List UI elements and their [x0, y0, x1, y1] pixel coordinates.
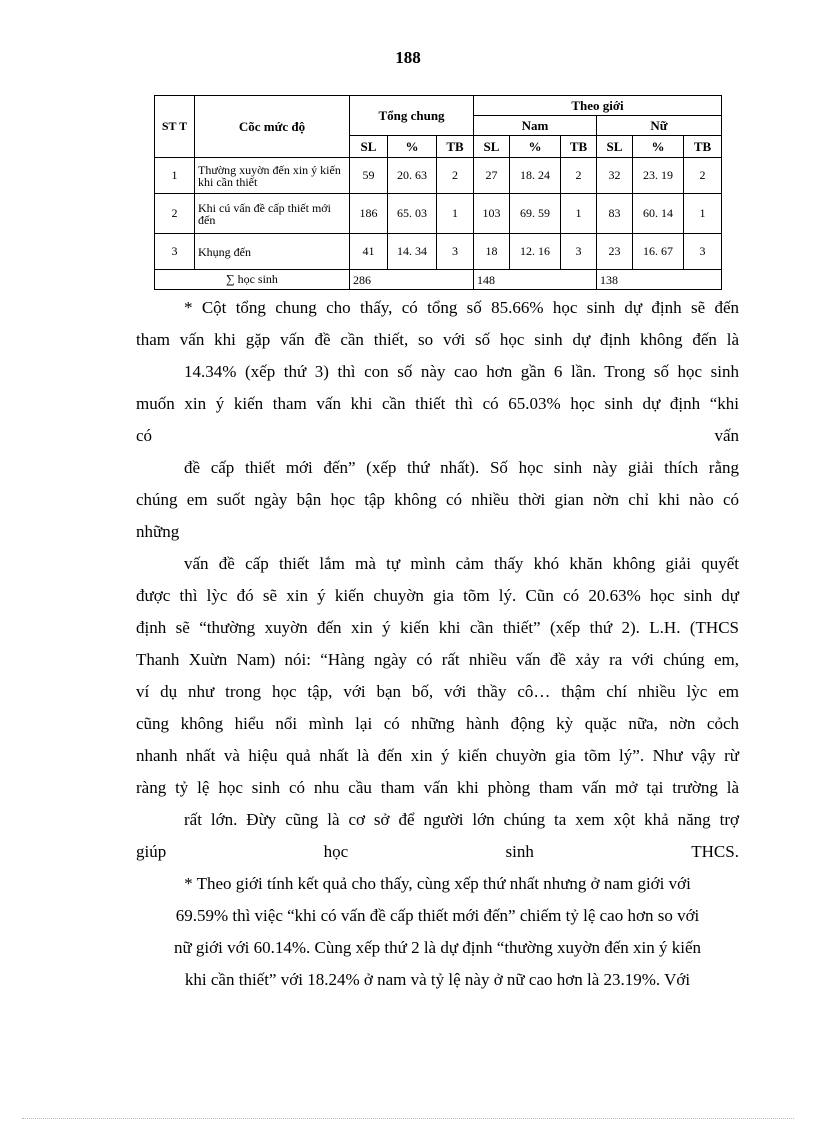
cell-total-pct: 14. 34	[388, 234, 437, 270]
text-line: muốn xin ý kiến tham vấn khi cần thiết thì có 65.03% học sinh dự định “khi	[136, 394, 739, 413]
text-line: rất lớn. Đừy cũng là cơ sở để người lớn chúng ta xem xột khả năng trợ	[184, 810, 739, 829]
cell-level: Thường xuyờn đến xin ý kiến khi cần thiết	[195, 158, 350, 194]
text-line	[136, 420, 739, 452]
text-line: 14.34% (xếp thứ 3) thì con số này cao hơn gần 6 lần. Trong số học sinh	[184, 362, 739, 381]
text-line: ràng tỷ lệ học sinh có nhu cầu tham vấn khi phòng tham vấn mở tại trường là	[136, 778, 739, 797]
table-row	[155, 194, 722, 234]
sub-sl: SL	[350, 136, 388, 158]
text-line: nhanh nhất và hiệu quả nhất là đến xin ý kiến chuyờn gia tõm lý”. Như vậy rừ	[136, 746, 739, 765]
cell-stt: 3	[155, 234, 195, 270]
cell-stt: 2	[155, 194, 195, 234]
cell-male-pct: 69. 59	[510, 194, 561, 234]
sub-pct: %	[633, 136, 684, 158]
cell-female-pct: 16. 67	[633, 234, 684, 270]
text-line: Thanh Xuừn Nam) nói: “Hàng ngày có rất nhiều vấn đề xảy ra với chúng em,	[136, 650, 739, 669]
cell-male-tb: 1	[561, 194, 597, 234]
cell-male-sl: 103	[474, 194, 510, 234]
table-row	[155, 234, 722, 270]
text-line: chúng em suốt ngày bận học tập không có nhiều thời gian nờn chỉ khi nào có	[136, 490, 739, 509]
cell-stt: 1	[155, 158, 195, 194]
total-male: 148	[474, 270, 597, 290]
word: có	[136, 426, 153, 445]
cell-male-tb: 3	[561, 234, 597, 270]
cell-total-tb: 1	[437, 194, 474, 234]
text-line: khi cần thiết” với 18.24% ở nam và tỷ lệ này ở nữ cao hơn là 23.19%. Với	[184, 970, 691, 989]
total-label: ∑ học sinh	[155, 270, 350, 290]
header-male: Nam	[474, 116, 597, 136]
total-female: 138	[597, 270, 722, 290]
text-line: đề cấp thiết mới đến” (xếp thứ nhất). Số học sinh này giải thích rằng	[184, 458, 739, 477]
page-number: 188	[395, 48, 421, 67]
sub-tb: TB	[561, 136, 597, 158]
cell-female-tb: 2	[684, 158, 722, 194]
total-row	[155, 270, 722, 290]
survey-table	[154, 95, 722, 290]
text-line: 69.59% thì việc “khi có vấn đề cấp thiết mới đến” chiếm tỷ lệ cao hơn so với	[175, 906, 700, 925]
cell-female-tb: 3	[684, 234, 722, 270]
header-stt: ST T	[155, 96, 195, 158]
cell-total-pct: 20. 63	[388, 158, 437, 194]
word: học	[323, 842, 349, 861]
cell-total-pct: 65. 03	[388, 194, 437, 234]
text-line	[136, 836, 739, 868]
header-total: Tổng chung	[350, 96, 474, 136]
cell-male-pct: 18. 24	[510, 158, 561, 194]
cell-total-tb: 3	[437, 234, 474, 270]
word: giúp	[136, 842, 167, 861]
cell-female-tb: 1	[684, 194, 722, 234]
text-line: * Theo giới tính kết quả cho thấy, cùng xếp thứ nhất nhưng ở nam giới với	[184, 874, 691, 893]
text-line: * Cột tổng chung cho thấy, có tổng số 85.66% học sinh dự định sẽ đến	[184, 298, 739, 317]
cell-female-pct: 60. 14	[633, 194, 684, 234]
sub-tb: TB	[437, 136, 474, 158]
cell-total-sl: 59	[350, 158, 388, 194]
cell-total-tb: 2	[437, 158, 474, 194]
text-line: được thì lỳc đó sẽ xin ý kiến chuyờn gia tõm lý. Cũn có 20.63% học sinh dự	[136, 586, 739, 605]
cell-male-tb: 2	[561, 158, 597, 194]
sub-sl: SL	[597, 136, 633, 158]
page-bottom-divider	[22, 1118, 794, 1119]
cell-level: Khi cú vấn đề cấp thiết mới đến	[195, 194, 350, 234]
sub-sl: SL	[474, 136, 510, 158]
cell-female-sl: 83	[597, 194, 633, 234]
text-line: nữ giới với 60.14%. Cùng xếp thứ 2 là dự định “thường xuyờn đến xin ý kiến	[173, 938, 702, 957]
cell-male-sl: 27	[474, 158, 510, 194]
cell-total-sl: 186	[350, 194, 388, 234]
header-female: Nữ	[597, 116, 722, 136]
cell-level: Khụng đến	[195, 234, 350, 270]
text-line: định sẽ “thường xuyờn đến xin ý kiến khi cần thiết” (xếp thứ 2). L.H. (THCS	[136, 618, 739, 637]
cell-total-sl: 41	[350, 234, 388, 270]
text-line: những	[136, 522, 180, 541]
header-gender: Theo giới	[474, 96, 722, 116]
sub-tb: TB	[684, 136, 722, 158]
cell-male-pct: 12. 16	[510, 234, 561, 270]
text-line: ví dụ như trong học tập, với bạn bố, với thầy cô… thậm chí nhiều lỳc em	[136, 682, 739, 701]
text-line: cũng không hiểu nổi mình lại có những hành động kỳ quặc nữa, nờn cỏch	[136, 714, 739, 733]
cell-female-pct: 23. 19	[633, 158, 684, 194]
sub-pct: %	[510, 136, 561, 158]
cell-male-sl: 18	[474, 234, 510, 270]
word: sinh	[505, 842, 534, 861]
cell-female-sl: 32	[597, 158, 633, 194]
total-all: 286	[350, 270, 474, 290]
body-text	[136, 292, 739, 996]
table-row	[155, 158, 722, 194]
sub-pct: %	[388, 136, 437, 158]
text-line: vấn đề cấp thiết lắm mà tự mình cảm thấy khó khăn không giải quyết	[184, 554, 739, 573]
header-level: Cõc mức độ	[195, 96, 350, 158]
word: THCS.	[691, 842, 739, 861]
word: vấn	[714, 426, 739, 445]
text-line: tham vấn khi gặp vấn đề cần thiết, so với số học sinh dự định không đến là	[136, 330, 739, 349]
cell-female-sl: 23	[597, 234, 633, 270]
